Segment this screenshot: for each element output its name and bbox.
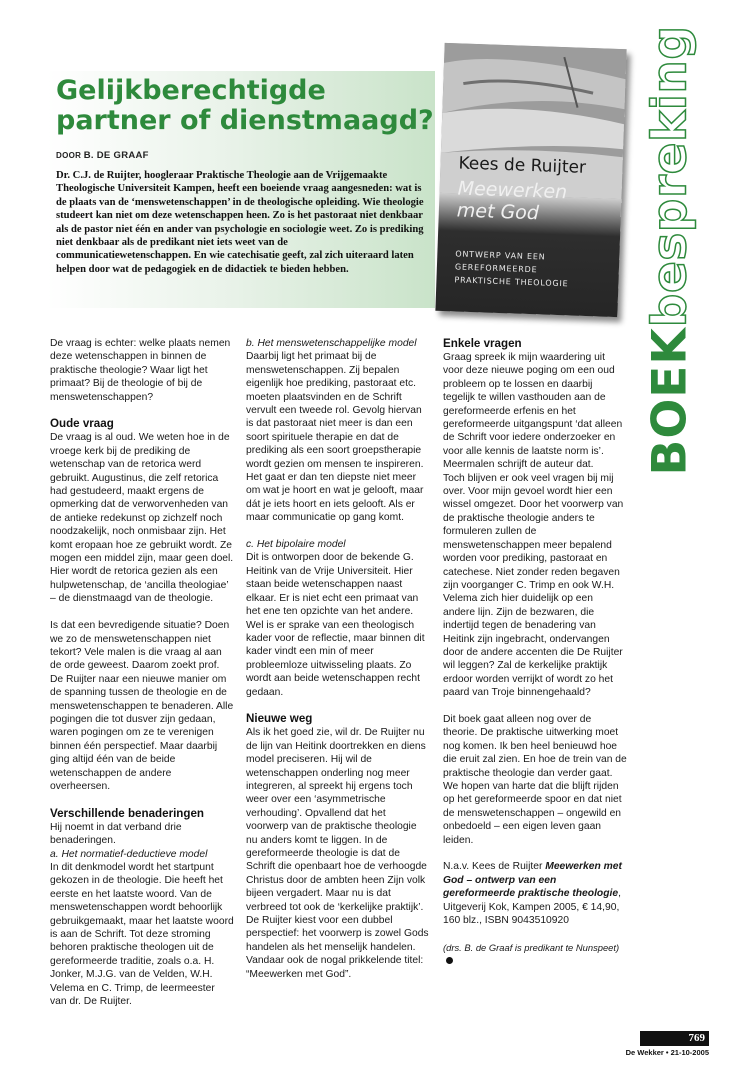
byline-author: B. DE GRAAF	[83, 150, 149, 161]
subheading: a. Het normatief-deductieve model	[50, 848, 208, 860]
section-label-boek: BOEK	[642, 327, 698, 476]
cover-subtitle	[454, 247, 615, 292]
cover-subtitle-line: PRAKTISCHE THEOLOGIE	[454, 275, 569, 289]
publication-footer: De Wekker • 21-10-2005	[625, 1048, 709, 1057]
paragraph: Hij noemt in dat verband drie benaderingen.	[50, 821, 182, 847]
cover-title-line: Meewerken	[457, 177, 568, 204]
reference-title: Meewerken met God – ontwerp van een gereformeerde praktische theologie	[443, 861, 622, 900]
paragraph: In dit denkmodel wordt het startpunt gekozen in de theologie. Die heeft het eerste en het laatste woord. Van de menswetenschappen wordt behoorlijk gebruikgemaakt, maar het laatste woord is aan de Schrift. Tot deze stroming behoren praktische theologen uit de gereformeerde traditie, zoals o.a. H. Jonker, M.J.G. van de Velden, W.H. Velema en C. Trimp, de leermeester van dr. De Ruijter.	[50, 861, 234, 1008]
section-heading: Enkele vragen	[443, 337, 522, 350]
subheading: c. Het bipolaire model	[246, 539, 346, 551]
subheading: b. Het menswetenschappelijke model	[246, 338, 417, 349]
paragraph: Toch blijven er ook veel vragen bij mij over. Voor mijn gevoel wordt hier een wissel omgezet. Door het voorwerp van de praktische theologie anders te formuleren zullen de menswetenschappen meer bepalend worden voor prediking, pastoraat en catechese. Niet zonder reden begaven zijn voorganger C. Trimp en ook W.H. Velema zich hier duidelijk op een andere lijn. Zijn de bezwaren, die indertijd tegen de benadering van Heitink zijn ingebracht, ondervangen door de andere accenten die De Ruijter wil leggen? Zal de kerkelijke praktijk erdoor worden verrijkt of wordt zo het paard van Troje binnengehaald?	[443, 472, 624, 699]
paragraph: De vraag is al oud. We weten hoe in de vroege kerk bij de prediking de wetenschap van de retorica werd gebruikt. Augustinus, die zelf retorica had gestudeerd, maakt ergens de opmerking dat de verworvenheden van de antieke redekunst op zichzelf noch noodzakelijk, noch onmisbaar zijn. Het komt eropaan hoe ze gebruikt wordt. Ze mogen een middel zijn, maar geen doel. Hier wordt de retorica gezien als een hulpwetenschap, de ‘ancilla theologiae’ – de dienstmaagd van de theologie.	[50, 432, 234, 605]
cover-author: Kees de Ruijter	[458, 153, 587, 178]
paragraph: Graag spreek ik mijn waardering uit voor deze nieuwe poging om een oud probleem op te lossen en daarbij tegelijk te willen vasthouden aan de gereformeerde erfenis en het gereformeerde uitgangspunt ‘dat alleen de Schrift voor iedere onderzoeker en voor alle kennis de laatste norm is’. Meermalen schrijft de auteur dat.	[443, 352, 623, 471]
page-number: 769	[688, 1032, 705, 1044]
cover-title	[457, 177, 568, 225]
text-column-3	[443, 337, 627, 981]
cover-subtitle-line: GEREFORMEERDE	[454, 262, 538, 275]
byline-prefix: DOOR	[56, 151, 82, 160]
paragraph: Is dat een bevredigende situatie? Doen we zo de menswetenschappen niet tekort? Vele malen is die vraag al aan de orde geweest. Daarom zoekt prof. De Ruijter naar een nieuwe manier om de spanning tussen de theologie en de menswetenschappen te benaderen. Alle pogingen die tot dusver zijn gedaan, waren pogingen om ze te verenigen binnen één perspectief. Maar daarbij ging altijd één van de beide wetenschappen de andere overheersen.	[50, 620, 234, 792]
book-cover	[435, 43, 626, 317]
section-heading: Oude vraag	[50, 417, 114, 431]
paragraph: Daarbij ligt het primaat bij de menswetenschappen. Zij bepalen eigenlijk hoe prediking, pastoraat etc. moeten plaatsvinden en de Schrift vervult een tweede rol. Gevolg hiervan is dat pastoraat niet meer is dan een soort spirituele therapie en dat de prediking als een soort groepstherapie wordt gezien om mensen te inspireren. Het gaat er dan ten diepste niet meer om wat je hoort en wat je gelooft, maar dát je iets hoort en iets gelooft. Als er maar communicatie op gang komt.	[246, 351, 424, 524]
section-label-bespreking: bespreking	[642, 25, 698, 328]
book-reference	[443, 860, 627, 927]
end-mark-icon	[446, 957, 453, 964]
section-heading: Nieuwe weg	[246, 712, 313, 726]
reference-details: , Uitgeverij Kok, Kampen 2005, € 14,90, 160 blz., ISBN 9043510920	[443, 888, 621, 927]
paragraph: Dit boek gaat alleen nog over de theorie. De praktische uitwerking moet nog komen. Ik ben heel benieuwd hoe die eruit zal zien. En hoe de trein van de praktische theologie dan verder gaat. We hopen van harte dat die blijft rijden op het gereformeerde spoor en dat niet de menswetenschappen – ongewild en onbedoeld – een eigen leven gaan leiden.	[443, 713, 627, 846]
page-number-bar	[640, 1031, 709, 1046]
text-column-1	[50, 337, 234, 1022]
paragraph: De vraag is echter: welke plaats nemen deze wetenschappen in binnen de praktische theologie? Waar ligt het primaat? Bij de theologie of bij de menswetenschappen?	[50, 338, 231, 403]
article-title: Gelijkberechtigde partner of dienstmaagd?	[56, 75, 434, 136]
section-label	[630, 25, 706, 490]
cover-subtitle-line: ONTWERP VAN EEN	[455, 249, 546, 262]
section-heading: Verschillende benaderingen	[50, 806, 204, 820]
article-intro: Dr. C.J. de Ruijter, hoogleraar Praktische Theologie aan de Vrijgemaakte Theologische Universiteit Kampen, heeft een boeiende vraag aangesneden: wat is de plaats van de ‘menswetenschappen’ in de theologische opleiding. Wie theologie studeert kan niet om deze wetenschappen heen. Zo is het pastoraat niet denkbaar als de pastor niet één en ander van psychologie en sociologie weet. Zo is prediking niet denkbaar als de predikant niet iets weet van de communicatiewetenschappen. En wie catechisatie geeft, zal zich uiteraard laten helpen door wat de pedagogiek en de didactiek te bieden hebben.	[56, 170, 424, 275]
paragraph: Als ik het goed zie, wil dr. De Ruijter nu de lijn van Heitink doortrekken en diens model preciseren. Hij wil de wetenschappen onderling nog meer integreren, al spreekt hij ergens toch weer over een ‘asymmetrische verhouding’. Opvallend dat het voorwerp van de praktische theologie nu anders komt te liggen. In de gereformeerde theologie is dat de Schrift die openbaart hoe de verhoogde Christus door de ambten heen Zijn volk bijeen vergadert. Maar nu is dat verbreed tot ook de ‘kerkelijke praktijk’. De Ruijter kiest voor een dubbel perspectief: het voorwerp is zowel Gods handelen als het menselijk handelen. Vandaar ook de nogal prikkelende titel: “Meewerken met God”.	[246, 727, 429, 980]
reference-prefix: N.a.v. Kees de Ruijter	[443, 861, 546, 873]
author-note-text: (drs. B. de Graaf is predikant te Nunspeet)	[443, 941, 620, 953]
author-note	[443, 941, 627, 968]
byline	[56, 150, 149, 161]
cover-title-line: met God	[456, 199, 540, 225]
text-column-2	[246, 337, 430, 994]
section-label-text	[642, 25, 698, 476]
paragraph: Dit is ontworpen door de bekende G. Heitink van de Vrije Universiteit. Hier staan beide wetenschappen naast elkaar. Er is niet echt een primaat van het ene ten opzichte van het andere. Wel is er sprake van een theologisch kader voor de reflectie, maar binnen dit kader vindt een min of meer probleemloze uitwisseling plaats. Zo wordt aan beide wetenschappen recht gedaan.	[246, 552, 425, 698]
